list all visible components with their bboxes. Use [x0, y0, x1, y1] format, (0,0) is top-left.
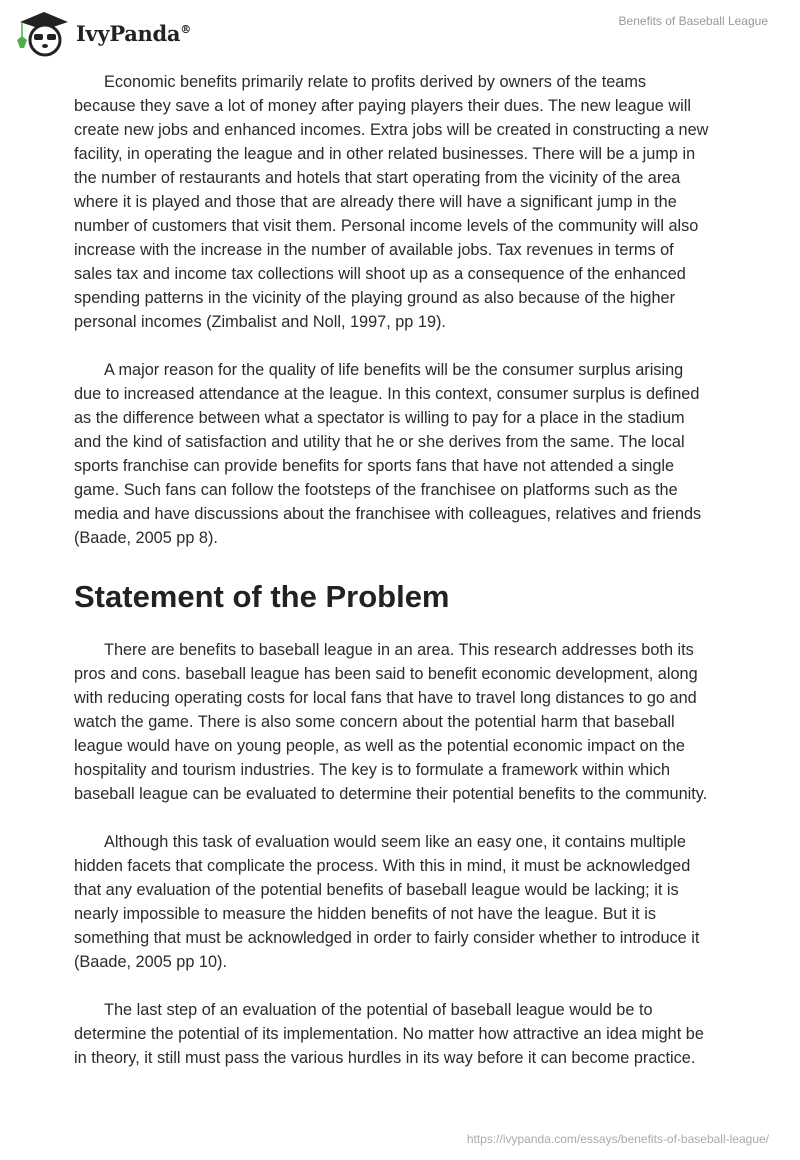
document-title: Benefits of Baseball League	[618, 14, 768, 28]
text-line: increase with the increase in the number of available jobs. Tax revenues in terms of	[74, 241, 674, 259]
text-line: and the kind of satisfaction and utility that he or she derives from the same. The local	[74, 433, 685, 451]
text-line: Although this task of evaluation would seem like an easy one, it contains multiple	[104, 833, 686, 851]
text-line: A major reason for the quality of life benefits will be the consumer surplus arising	[104, 361, 684, 379]
registered-mark: ®	[180, 22, 191, 36]
text-line: something that must be acknowledged in order to fairly consider whether to introduce it	[74, 929, 700, 947]
section-heading: Statement of the Problem	[74, 579, 450, 614]
text-line: facility, in operating the league and in other related businesses. There will be a jump in	[74, 145, 696, 163]
paragraph-2	[74, 358, 774, 550]
text-line: (Baade, 2005 pp 8).	[74, 529, 218, 547]
paragraph-5	[74, 998, 774, 1070]
text-line: media and have discussions about the franchisee with colleagues, relatives and friends	[74, 505, 702, 523]
text-line: The last step of an evaluation of the potential of baseball league would be to	[104, 1001, 653, 1019]
text-line: There are benefits to baseball league in an area. This research addresses both its	[104, 641, 694, 659]
text-line: (Baade, 2005 pp 10).	[74, 953, 227, 971]
text-line: create new jobs and enhanced incomes. Extra jobs will be created in constructing a new	[74, 121, 709, 139]
text-line: that any evaluation of the potential benefits of baseball league would be lacking; it is	[74, 881, 679, 899]
text-line: Economic benefits primarily relate to profits derived by owners of the teams	[104, 73, 647, 91]
text-line: hidden facets that complicate the process. With this in mind, it must be acknowledged	[74, 857, 691, 875]
paragraph-3	[74, 638, 774, 806]
text-line: determine the potential of its implementation. No matter how attractive an idea might be	[74, 1025, 704, 1043]
panda-graduate-icon	[14, 8, 70, 58]
text-line: where it is played and those that are already there will have a significant jump in the	[74, 193, 677, 211]
text-line: sports franchise can provide benefits for sports fans that have not attended a single	[74, 457, 675, 475]
text-line: in theory, it still must pass the various hurdles in its way before it can become practice.	[74, 1049, 696, 1067]
source-url[interactable]: https://ivypanda.com/essays/benefits-of-baseball-league/	[466, 1132, 769, 1146]
text-line: because they save a lot of money after paying players their dues. The new league will	[74, 97, 691, 115]
text-line: nearly impossible to measure the hidden benefits of not have the league. But it is	[74, 905, 656, 923]
brand-name: IvyPanda	[76, 20, 181, 46]
text-line: hospitality and tourism industries. The key is to formulate a framework within which	[74, 761, 671, 779]
text-line: watch the game. There is also some concern about the potential harm that baseball	[74, 713, 675, 731]
paragraph-1	[74, 70, 774, 334]
paragraph-4	[74, 830, 774, 974]
text-line: as the difference between what a spectator is willing to pay for a place in the stadium	[74, 409, 685, 427]
text-line: league would have on young people, as well as the potential economic impact on the	[74, 737, 685, 755]
text-line: game. Such fans can follow the footsteps of the franchisee on platforms such as the	[74, 481, 678, 499]
text-line: baseball league can be evaluated to determine their potential benefits to the community.	[74, 785, 708, 803]
ivypanda-logo[interactable]	[14, 8, 191, 58]
text-line: personal incomes (Zimbalist and Noll, 1997, pp 19).	[74, 313, 446, 331]
text-line: due to increased attendance at the league. In this context, consumer surplus is defined	[74, 385, 700, 403]
text-line: sales tax and income tax collections will shoot up as a consequence of the enhanced	[74, 265, 686, 283]
text-line: with reducing operating costs for local fans that have to travel long distances to go and	[74, 689, 697, 707]
text-line: spending patterns in the vicinity of the playing ground as also because of the higher	[74, 289, 675, 307]
text-line: pros and cons. baseball league has been said to benefit economic development, along	[74, 665, 698, 683]
text-line: number of customers that visit them. Personal income levels of the community will also	[74, 217, 699, 235]
text-line: the number of restaurants and hotels that start operating from the vicinity of the area	[74, 169, 681, 187]
